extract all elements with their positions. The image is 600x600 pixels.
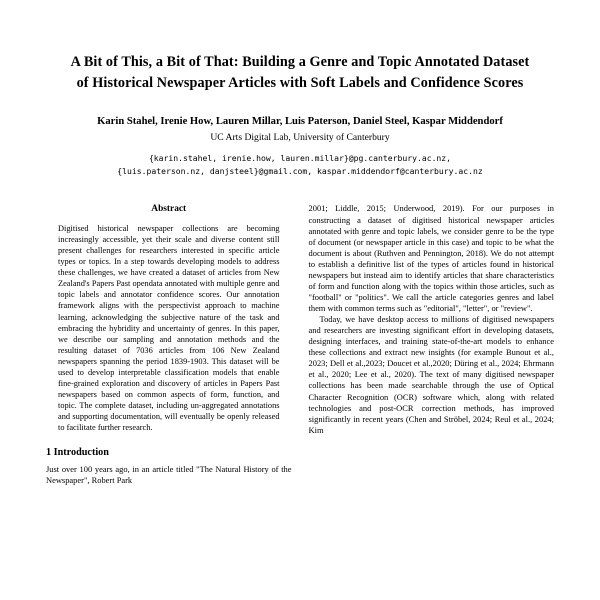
- right-column: [309, 203, 555, 486]
- left-column: [46, 203, 292, 486]
- email-line-1: {karin.stahel, irenie.how, lauren.millar}@pg.canterbury.ac.nz,: [148, 153, 452, 164]
- body-columns: [46, 203, 554, 486]
- right-column-paragraph-1: 2001; Liddle, 2015; Underwood, 2019). For our purposes in constructing a dataset of digitised historical newspaper articles annotated with genre and topic labels, we consider genre to be the type of document (or newspaper article in this case) and topic to be what the document is about (Ruthven and Pennington, 2018). We do not attempt to establish a definitive list of the types of articles found in historical newspapers but instead aim to identify articles that share characteristics of form and function along with the topics within those articles, such as "football" or "politics". We call the article categories genres and label them with common terms such as "editorial", "letter", or "review".: [308, 203, 554, 314]
- page-title: [48, 52, 552, 93]
- affiliation: UC Arts Digital Lab, University of Canterbury: [210, 132, 390, 144]
- email-line-2: {luis.paterson.nz, danjsteel}@gmail.com, kaspar.middendorf@canterbury.ac.nz: [117, 165, 483, 176]
- author-list: Karin Stahel, Irenie How, Lauren Millar, Luis Paterson, Daniel Steel, Kaspar Middendorf: [97, 116, 503, 128]
- author-emails: [46, 152, 554, 177]
- title-line-1: A Bit of This, a Bit of That: Building a Genre and Topic Annotated Dataset: [70, 54, 530, 70]
- abstract-body: [46, 223, 292, 434]
- abstract-heading: Abstract: [151, 204, 187, 215]
- abstract-text: Digitised historical newspaper collections are becoming increasingly accessible, yet their scale and diverse content still present challenges for researchers interested in specific article types or topics. In a step towards developing models to address these challenges, we have created a dataset of articles from New Zealand's Papers Past opendata annotated with multiple genre and topic labels and annotator confidence scores. Our annotation framework aligns with the perspectivist approach to machine learning, acknowledging the subjective nature of the task and embracing the hybridity and uncertainty of genres. In this paper, we describe our sampling and annotation methods and the resulting dataset of 7036 articles from 106 New Zealand newspapers spanning the period 1839-1903. This dataset will be used to develop interpretable classification models that enable fine-grained exploration and discovery of articles in Papers Past newspapers based on common aspects of form, function, and topic. The complete dataset, including un-aggregated annotations and supporting documentation, will eventually be openly released to facilitate further research.: [58, 223, 280, 433]
- right-column-paragraph-2: Today, we have desktop access to millions of digitised newspapers and researchers are investing significant effort in developing datasets, designing interfaces, and training state-of-the-art models to enhance these collections and extract new insights (for example Bunout et al., 2023; Dell et al.,2023; Doucet et al.,2020; Düring et al., 2024; Ehrmann et al., 2020; Lee et al., 2020). The text of many digitised newspaper collections has been made searchable through the use of Optical Character Recognition (OCR) software which, along with related technologies and post-OCR correction methods, has improved significantly in recent years (Chen and Ströbel, 2024; Reul et al., 2024; Kim: [308, 314, 554, 435]
- introduction-heading: 1 Introduction: [46, 446, 109, 458]
- title-line-2: of Historical Newspaper Articles with Soft Labels and Confidence Scores: [76, 74, 524, 91]
- introduction-paragraph-1: Just over 100 years ago, in an article titled "The Natural History of the Newspaper", Robert Park: [46, 463, 292, 485]
